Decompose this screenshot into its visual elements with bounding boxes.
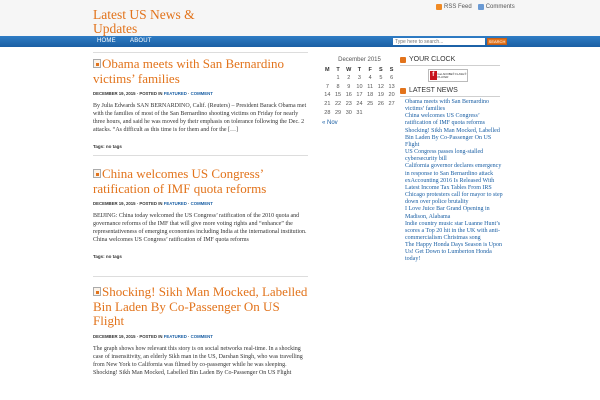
post-title-text: Obama meets with San Bernardino victims’ families — [93, 56, 284, 86]
post-meta: DECEMBER 19, 2015 · POSTED IN FEATURED · COMMENT — [93, 91, 213, 96]
comments-feed-label: Comments — [485, 4, 515, 10]
comments-feed-link[interactable] — [478, 4, 515, 10]
weekday-label: S — [379, 67, 383, 73]
nav-item-home[interactable]: HOME — [97, 38, 116, 44]
top-links — [436, 4, 515, 10]
calendar-day: 19 — [377, 92, 384, 99]
site-header — [0, 0, 600, 36]
post-format-icon — [93, 59, 101, 68]
widget-divider — [400, 65, 500, 66]
widget-title-clock — [400, 56, 455, 63]
calendar-day — [322, 74, 333, 83]
nav-item-about[interactable]: ABOUT — [130, 38, 152, 44]
post-category-link[interactable]: FEATURED — [163, 91, 187, 96]
weekday-label: M — [325, 67, 330, 73]
latest-news-link[interactable]: China welcomes US Congress’ ratification of IMF quota reforms — [405, 113, 485, 127]
calendar-week-row — [322, 108, 397, 117]
weekday-label: T — [336, 67, 340, 73]
calendar-day: 30 — [345, 109, 352, 116]
post-date: DECEMBER 19, 2015 — [93, 91, 136, 96]
calendar-day: 12 — [377, 83, 384, 90]
post-date: DECEMBER 19, 2015 — [93, 333, 136, 339]
calendar-week-row — [322, 100, 397, 109]
widget-bullet-icon — [400, 88, 406, 94]
post-title-text: Shocking! Sikh Man Mocked, Labelled Bin Laden By Co-Passenger On US Flight — [93, 284, 308, 328]
calendar-day: 8 — [336, 83, 340, 90]
post-excerpt: The graph shows how relevant this story is on social networks real-time. In a shocking case of insensitivity, an elderly Sikh man in the US, Darshan Singh, who was travelling from New York to California was filmed by co-passenger while he was sleeping. Shocking! Sikh Man Mocked, Labelled Bin Laden By Co-Passenger On US Flight — [93, 345, 303, 376]
post-date: DECEMBER 19, 2015 — [93, 201, 136, 206]
calendar-day: 28 — [324, 109, 331, 116]
post-title[interactable] — [93, 285, 308, 329]
calendar-day: 15 — [334, 92, 342, 99]
latest-news-link[interactable]: Indie country music star Luanne Hunt’s scores a Top 20 hit in the UK with anti-commercialism Christmas song — [405, 220, 501, 241]
calendar-day: 29 — [334, 109, 342, 116]
search-input[interactable] — [393, 38, 485, 45]
calendar-caption: December 2015 — [338, 57, 381, 63]
calendar-day: 14 — [324, 92, 331, 99]
calendar-day: 4 — [368, 75, 372, 82]
calendar-weekday-row — [322, 66, 397, 74]
post-divider — [93, 155, 308, 156]
calendar-day: 25 — [367, 101, 374, 108]
post-category-link[interactable]: FEATURED — [163, 201, 187, 206]
calendar-day: 21 — [324, 101, 331, 108]
calendar-day: 6 — [390, 75, 394, 82]
calendar-day — [365, 108, 376, 117]
calendar-day: 7 — [325, 83, 329, 90]
calendar-day: 13 — [388, 83, 395, 90]
latest-news-list — [405, 99, 505, 264]
calendar-day: 26 — [377, 101, 384, 108]
latest-news-link[interactable]: exAccounting 2016 Is Released With Latest Income Tax Tables From IRS — [405, 177, 495, 191]
post — [93, 285, 308, 377]
calendar-day: 31 — [356, 109, 363, 116]
comments-icon — [478, 4, 484, 10]
post-comment-link[interactable]: COMMENT — [190, 201, 213, 206]
post-tags: Tags: no tags — [93, 144, 122, 149]
post-comment-link[interactable]: COMMENT — [190, 333, 213, 339]
post — [93, 167, 308, 259]
weekday-label: F — [368, 67, 372, 73]
flash-player-text: Get ADOBE® FLASH® PLAYER — [437, 71, 467, 79]
rss-feed-link[interactable] — [436, 4, 472, 10]
widget-title-text: LATEST NEWS — [409, 87, 458, 94]
post-meta: DECEMBER 19, 2015 · POSTED IN FEATURED · COMMENT — [93, 333, 213, 339]
post-excerpt: By Julia Edwards SAN BERNARDINO, Calif. (Reuters) – President Barack Obama met with the families of most of the San Bernardino shooting victims on Friday for nearly three hours, and said he was moved by their emphasis on tolerance following the Dec. 2 attacks. “As difficult as this time is for them and for the […] — [93, 103, 307, 133]
calendar-days — [322, 74, 397, 117]
post-excerpt: BEIJING: China today welcomed the US Congress’ ratification of the 2010 quota and governance reforms of the IMF that will give more voting rights and “enhance” the representativeness of emerging economies including India at the international institution. China welcomes US Congress’ ratification of IMF quota reforms — [93, 213, 307, 243]
calendar-day: 3 — [357, 75, 361, 82]
calendar-week-row — [322, 91, 397, 100]
post-title[interactable] — [93, 167, 308, 196]
widget-title-latest-news — [400, 87, 458, 94]
calendar-day: 22 — [334, 101, 342, 108]
calendar-day: 2 — [347, 75, 351, 82]
post-posted-in: POSTED IN — [139, 333, 163, 339]
flash-player-icon: f — [430, 71, 437, 80]
post-tags: Tags: no tags — [93, 254, 122, 259]
calendar-day — [376, 108, 387, 117]
rss-icon — [436, 4, 442, 10]
calendar-week-row — [322, 83, 397, 92]
site-title[interactable]: Latest US News & Updates — [93, 7, 195, 36]
latest-news-link[interactable]: Shocking! Sikh Man Mocked, Labelled Bin Laden By Co-Passenger On US Flight — [405, 127, 500, 148]
calendar-day: 9 — [347, 83, 351, 90]
latest-news-link[interactable]: US Congress passes long-stalled cybersecurity bill — [405, 149, 484, 163]
calendar-day: 1 — [336, 75, 340, 82]
calendar-week-row — [322, 74, 397, 83]
post-posted-in: POSTED IN — [139, 201, 163, 206]
nav-bar — [0, 36, 600, 47]
post-format-icon — [93, 169, 101, 178]
post-title[interactable] — [93, 57, 308, 86]
calendar-day: 5 — [379, 75, 383, 82]
latest-news-link[interactable]: Chicago protesters call for mayor to step down over police brutality — [405, 192, 503, 206]
search-button[interactable]: SEARCH — [488, 39, 506, 44]
calendar-day: 17 — [356, 92, 363, 99]
post-divider — [93, 52, 308, 53]
latest-news-link[interactable]: California governor declares emergency in response to San Bernardino attack — [405, 163, 502, 177]
calendar-day: 18 — [367, 92, 374, 99]
post-format-icon — [93, 287, 101, 296]
calendar-day: 20 — [388, 92, 395, 99]
calendar-day: 10 — [356, 83, 363, 90]
flash-player-badge[interactable] — [428, 69, 468, 82]
post-divider — [93, 276, 308, 277]
weekday-label: W — [346, 67, 352, 73]
post-title-text: China welcomes US Congress’ ratification of IMF quota reforms — [93, 166, 267, 196]
post — [93, 57, 308, 149]
post-posted-in: POSTED IN — [139, 91, 163, 96]
calendar-day: 16 — [345, 92, 352, 99]
latest-news-link[interactable]: Obama meets with San Bernardino victims’ families — [405, 99, 489, 113]
weekday-label: T — [357, 67, 362, 73]
calendar-day: 23 — [345, 101, 352, 108]
calendar-day: 11 — [367, 83, 374, 90]
post-comment-link[interactable]: COMMENT — [190, 91, 213, 96]
calendar-prev-month-link[interactable]: « Nov — [322, 119, 338, 126]
latest-news-link[interactable]: The Happy Honda Days Season is Upon Us! Get Down to Lumberton Honda today! — [405, 242, 502, 263]
post-meta: DECEMBER 19, 2015 · POSTED IN FEATURED · COMMENT — [93, 201, 213, 206]
calendar-table — [322, 66, 397, 117]
calendar-day: 27 — [388, 101, 395, 108]
calendar-widget — [322, 57, 397, 126]
post-category-link[interactable]: FEATURED — [163, 333, 187, 339]
calendar-day: 24 — [356, 101, 363, 108]
widget-bullet-icon — [400, 57, 406, 63]
latest-news-link[interactable]: I Love Juice Bar Grand Opening in Madison, Alabama — [405, 206, 490, 220]
widget-divider — [400, 96, 500, 97]
calendar-day — [386, 108, 397, 117]
widget-title-text: YOUR CLOCK — [409, 56, 456, 63]
rss-feed-label: RSS Feed — [444, 4, 472, 10]
weekday-label: S — [389, 67, 394, 73]
